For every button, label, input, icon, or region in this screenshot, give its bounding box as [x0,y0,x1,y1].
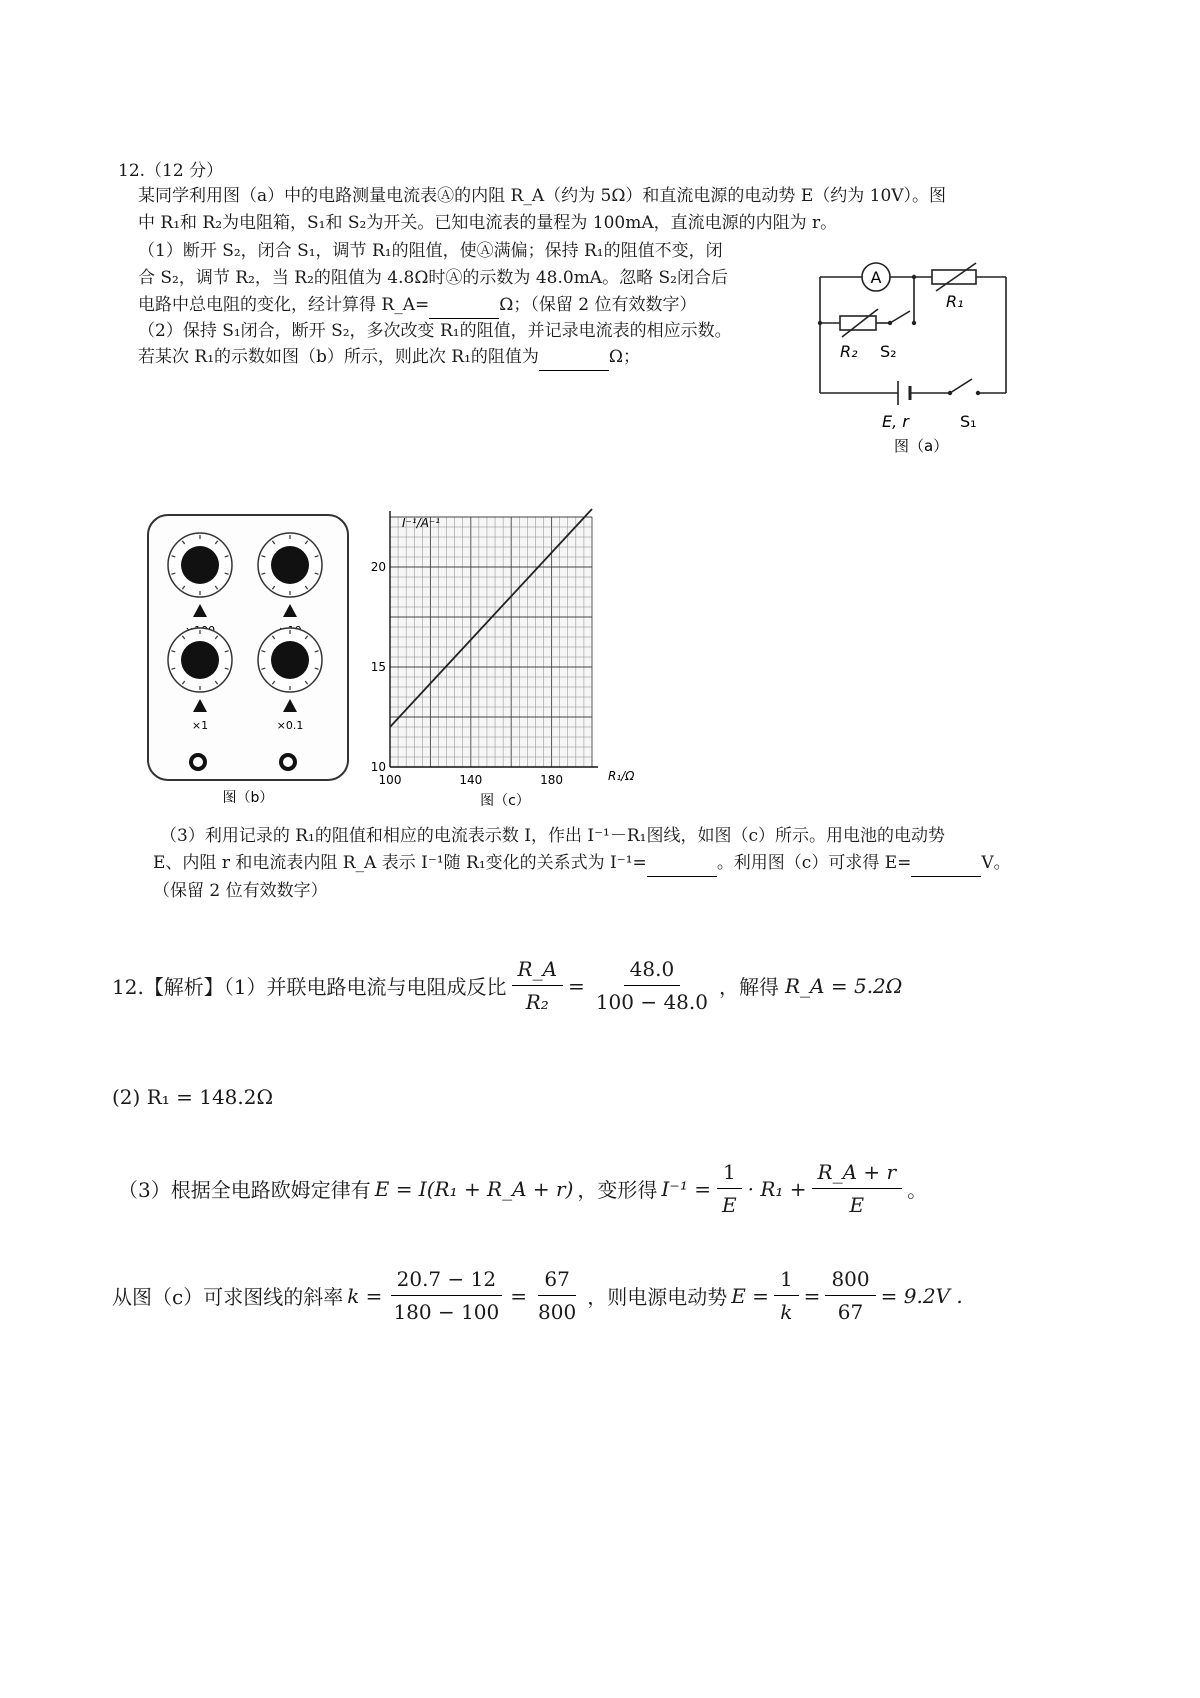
fraction-ra-r-e: $\frac{R\_A + r}{E}$ [812,1158,903,1219]
part3-line1: （3）利用记录的 R₁的阻值和相应的电流表示数 I，作出 I⁻¹－R₁图线，如图（c）所示。用电池的电动势 [160,826,945,846]
r1-label: R₁ [946,292,964,311]
fraction-67-800: $\frac{67}{800}$ [538,1267,577,1324]
answer-blank-ra [429,300,499,319]
solution-4: 从图（c）可求图线的斜率 k = $\frac{20.7 - 12}{180 - 100}$ = $\frac{67}{800}$ ，则电源电动势 E = $\frac{1}{k}$ = $\frac{800}{67}$ = 9.2V . [112,1267,963,1324]
dial-center [181,546,219,584]
dial-multiplier: ×0.1 [276,719,304,732]
dial-multiplier: ×1 [191,719,209,732]
dial-center [181,641,219,679]
fraction-ra-r2: $\frac{R\_A}{\text{R₂}}$ [512,955,564,1016]
fraction-1-k: $\frac{1}{k}$ [774,1265,799,1326]
chart-ylabel: I⁻¹/A⁻¹ [402,516,441,530]
problem-number: 12. [118,161,146,181]
fraction-800-67: $\frac{800}{67}$ [825,1265,875,1326]
chart-grid [390,517,592,767]
dial-knob[interactable] [258,628,322,692]
part1-line1: （1）断开 S₂，闭合 S₁，调节 R₁的阻值，使Ⓐ满偏；保持 R₁的阻值不变，闭 [138,241,723,261]
figure-a-caption: 图（a） [894,437,949,455]
part1-line3: 电路中总电阻的变化，经计算得 R_A= Ω；（保留 2 位有效数字） [138,292,696,319]
fraction-1-e: $\frac{1}{E}$ [716,1158,743,1219]
dial-knob[interactable] [258,533,322,597]
dial-center [271,546,309,584]
dial-knob[interactable] [168,628,232,692]
x-tick-label: 180 [540,773,564,787]
circuit-diagram [810,255,1020,455]
dial-knob[interactable] [168,533,232,597]
problem-score: （12 分） [145,161,224,181]
answer-blank-r1 [539,352,609,371]
answer-blank-e [911,858,981,877]
fraction-slope: $\frac{20.7 - 12}{180 - 100}$ [387,1265,505,1326]
y-tick-label: 15 [370,660,386,674]
resistance-box [140,510,370,810]
figure-c-caption: 图（c） [480,793,530,809]
part1-line2: 合 S₂，调节 R₂，当 R₂的阻值为 4.8Ω时Ⓐ的示数为 48.0mA。忽略 S₂闭合后 [138,268,728,288]
fraction-48: $\frac{48.0}{100 - 48.0}$ [595,957,708,1014]
s2-label: S₂ [880,342,897,361]
answer-blank-inv-i [647,858,717,877]
ammeter-label: A [870,268,882,287]
er-label: E, r [882,412,909,431]
x-tick-label: 140 [459,773,483,787]
chart-xlabel: R₁/Ω [608,769,635,783]
solution-2: (2) R₁ = 148.2Ω [112,1085,274,1109]
y-tick-label: 20 [370,560,386,574]
dial-center [271,641,309,679]
solution-3: （3）根据全电路欧姆定律有 E = I(R₁ + R_A + r) ，变形得 I⁻¹ = $\frac{1}{E}$ · R₁ + $\frac{R\_A + r}{E}$ 。 [118,1160,928,1217]
part2-line1: （2）保持 S₁闭合，断开 S₂，多次改变 R₁的阻值，并记录电流表的相应示数。 [138,321,732,341]
figure-b-caption: 图（b） [222,790,274,806]
part2-line2: 若某次 R₁的示数如图（b）所示，则此次 R₁的阻值为 Ω； [138,344,640,371]
solution-4-result: = 9.2V . [880,1283,963,1308]
problem-stem-2: 中 R₁和 R₂为电阻箱，S₁和 S₂为开关。已知电流表的量程为 100mA，直流电源的内阻为 r。 [138,213,838,233]
part3-line2: E、内阻 r 和电流表内阻 R_A 表示 I⁻¹随 R₁变化的关系式为 I⁻¹= 。利用图（c）可求得 E= V。 [153,850,1011,877]
s1-label: S₁ [960,412,977,431]
problem-header [118,158,223,185]
x-tick-label: 100 [378,773,402,787]
solution-1-result: R_A = 5.2Ω [785,973,903,998]
r2-label: R₂ [840,342,858,361]
part3-line3: （保留 2 位有效数字） [153,881,328,901]
problem-stem-1: 某同学利用图（a）中的电路测量电流表Ⓐ的内阻 R_A（约为 5Ω）和直流电源的电动势 E（约为 10V）。图 [138,186,947,206]
solution-1: 12.【解析】（1）并联电路电流与电阻成反比 $\frac{R\_A}{\text{R₂}}$ = $\frac{48.0}{100 - 48.0}$ ，解得 R_A = 5.2Ω [112,957,903,1014]
y-tick-label: 10 [370,760,386,774]
chart-c [370,505,670,815]
